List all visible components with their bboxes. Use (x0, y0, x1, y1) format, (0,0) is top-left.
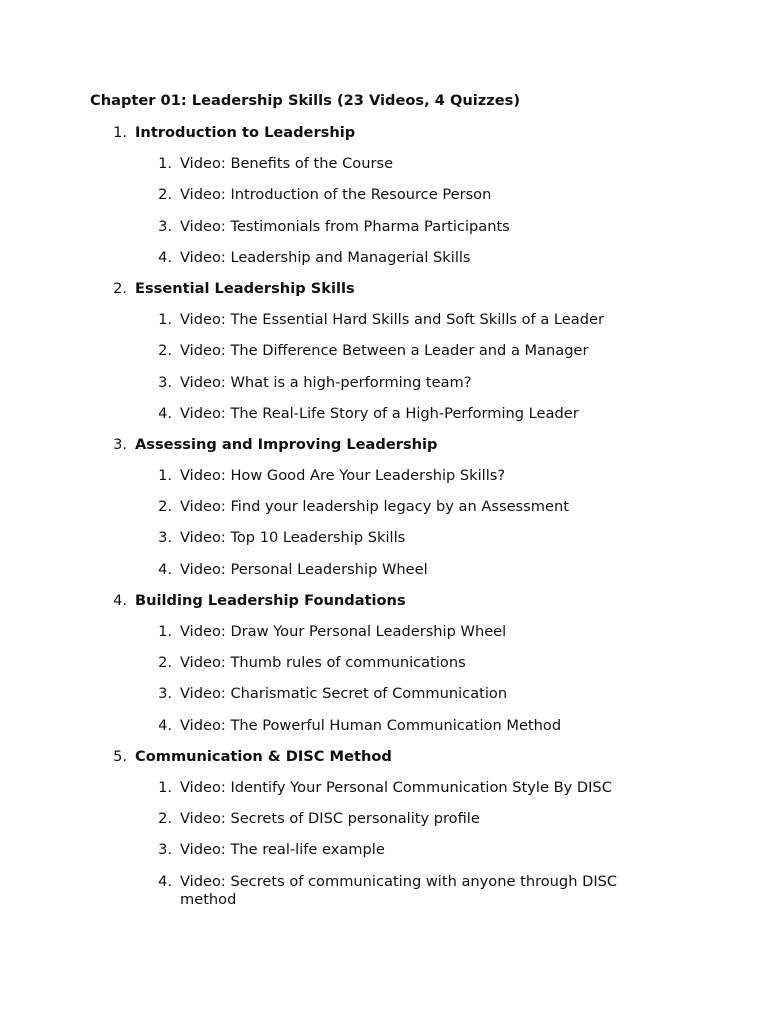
video-number: 1. (158, 778, 172, 796)
video-list (90, 467, 690, 592)
video-item (90, 561, 690, 592)
video-number: 1. (158, 467, 172, 485)
video-label: Video: The real-life example (180, 841, 385, 859)
video-item (90, 810, 690, 841)
video-label: Video: Secrets of DISC personality profile (180, 810, 480, 828)
section-title: Assessing and Improving Leadership (135, 435, 438, 453)
video-item (90, 841, 690, 872)
video-label: Video: Secrets of communicating with anyone through DISC method (180, 872, 618, 908)
video-item (90, 155, 690, 186)
video-label: Video: Identify Your Personal Communication Style By DISC (180, 778, 612, 796)
video-number: 4. (158, 248, 172, 266)
video-number: 2. (158, 654, 172, 672)
video-label: Video: Introduction of the Resource Person (180, 186, 492, 204)
section-item (90, 124, 690, 280)
section-number: 4. (113, 591, 127, 609)
video-label: Video: How Good Are Your Leadership Skills? (180, 467, 506, 485)
video-number: 3. (158, 685, 172, 703)
section-item (90, 436, 690, 592)
video-number: 4. (158, 560, 172, 578)
video-item (90, 779, 690, 810)
video-number: 2. (158, 342, 172, 360)
video-item (90, 498, 690, 529)
video-item (90, 467, 690, 498)
video-label: Video: Top 10 Leadership Skills (180, 529, 406, 547)
video-label: Video: The Powerful Human Communication Method (180, 716, 562, 734)
video-number: 1. (158, 623, 172, 640)
video-number: 2. (158, 186, 172, 204)
video-number: 3. (158, 841, 172, 859)
video-label: Video: The Essential Hard Skills and Soft Skills of a Leader (180, 311, 604, 329)
video-label: Video: What is a high-performing team? (180, 373, 472, 391)
video-list (90, 779, 690, 915)
video-label: Video: Benefits of the Course (180, 155, 394, 173)
video-item (90, 529, 690, 560)
video-label: Video: Personal Leadership Wheel (180, 560, 428, 578)
video-item (90, 342, 690, 373)
video-label: Video: Thumb rules of communications (180, 654, 466, 672)
section-number: 1. (113, 124, 127, 141)
video-item (90, 218, 690, 249)
video-number: 4. (158, 872, 172, 890)
section-number: 2. (113, 279, 127, 297)
video-number: 3. (158, 373, 172, 391)
video-item (90, 405, 690, 436)
section-list (90, 124, 690, 915)
video-number: 4. (158, 404, 172, 422)
chapter-title: Chapter 01: Leadership Skills (23 Videos, 4 Quizzes) (90, 92, 521, 109)
video-item (90, 717, 690, 748)
video-number: 2. (158, 810, 172, 828)
section-heading (90, 436, 690, 467)
video-label: Video: The Difference Between a Leader and a Manager (180, 342, 589, 360)
video-number: 2. (158, 498, 172, 516)
video-item (90, 311, 690, 342)
video-number: 1. (158, 155, 172, 173)
section-heading (90, 748, 690, 779)
section-item (90, 280, 690, 436)
section-heading (90, 280, 690, 311)
section-heading (90, 124, 690, 155)
video-item (90, 186, 690, 217)
video-item (90, 654, 690, 685)
video-label: Video: Testimonials from Pharma Participants (180, 217, 510, 235)
video-number: 4. (158, 716, 172, 734)
video-number: 1. (158, 311, 172, 329)
section-title: Communication & DISC Method (135, 747, 392, 765)
section-heading (90, 592, 690, 623)
video-item (90, 685, 690, 716)
video-item (90, 249, 690, 280)
video-label: Video: Find your leadership legacy by an Assessment (180, 498, 569, 516)
video-number: 3. (158, 529, 172, 547)
section-item (90, 748, 690, 915)
video-list (90, 155, 690, 280)
video-number: 3. (158, 217, 172, 235)
section-item (90, 592, 690, 748)
video-list (90, 311, 690, 436)
section-title: Building Leadership Foundations (135, 591, 406, 609)
video-label: Video: Leadership and Managerial Skills (180, 248, 471, 266)
section-title: Essential Leadership Skills (135, 279, 355, 297)
section-number: 3. (113, 435, 127, 453)
section-number: 5. (113, 747, 127, 765)
video-label: Video: Charismatic Secret of Communication (180, 685, 508, 703)
video-list (90, 623, 690, 748)
video-label: Video: Draw Your Personal Leadership Wheel (180, 623, 507, 640)
video-item (90, 873, 690, 915)
section-title: Introduction to Leadership (135, 124, 356, 141)
video-item (90, 623, 690, 654)
video-item (90, 374, 690, 405)
video-label: Video: The Real-Life Story of a High-Performing Leader (180, 404, 579, 422)
